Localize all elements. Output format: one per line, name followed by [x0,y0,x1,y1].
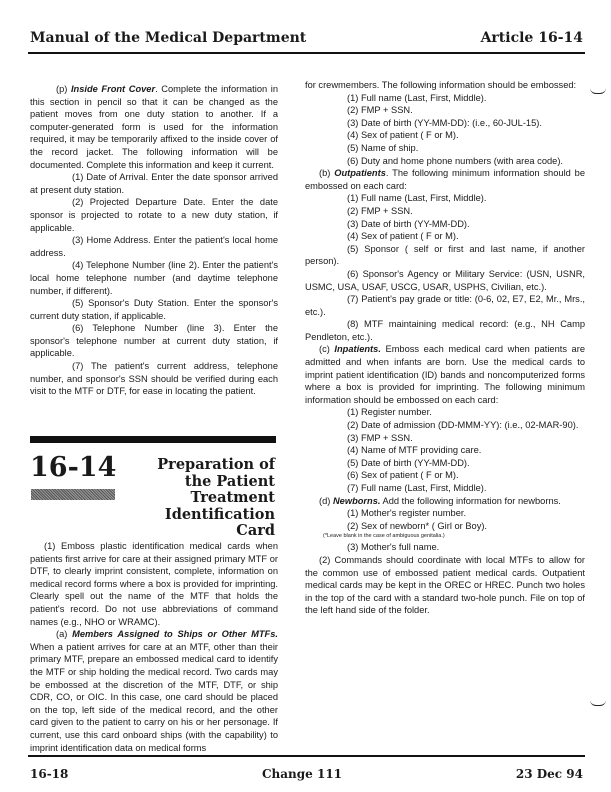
paragraph-text: Add the following information for newborns. [380,495,561,506]
paragraph-text: (3) FMP + SSN. [347,432,413,443]
paragraph-text: (5) Sponsor's Duty Station. Enter the sponsor's current duty station, if applicable. [30,298,278,321]
paragraph [305,117,585,130]
paragraph [30,297,278,322]
section-title [130,457,275,540]
paragraph-text: (*Leave blank in the case of ambiguous genitalia.) [323,533,445,540]
paragraph-text: for crewmembers. The following information should be embossed: [305,80,577,90]
paragraph [30,196,278,234]
paragraph-text: (7) Patient's pay grade or title: (0-6, 02, E7, E2, Mr., Mrs., etc.). [305,294,585,317]
article-number: Article 16-14 [480,30,583,46]
paragraph [305,507,585,520]
paragraph [305,495,585,508]
paragraph-text: (3) Date of birth (YY-MM-DD): (i.e., 60-JUL-15). [347,117,542,128]
section-number: 16-14 [30,452,117,483]
paragraph-text: (3) Date of birth (YY-MM-DD). [347,218,470,229]
paragraph [305,406,585,419]
paragraph-text: (3) Home Address. Enter the patient's local home address. [30,235,278,258]
paragraph-text: (2) Date of admission (DD-MMM-YY): (i.e., 02-MAR-90). [347,420,579,431]
paragraph [305,268,585,293]
section-title-line: Card [236,522,275,539]
paragraph-text: (5) Date of birth (YY-MM-DD). [347,457,470,468]
paragraph-text: (4) Telephone Number (line 2). Enter the patient's local home telephone number (and daytime telephone number, if different). [30,260,278,296]
paragraph [305,554,585,617]
paragraph-lead: Outpatients [334,168,386,179]
paragraph [305,205,585,218]
paragraph-text: (8) MTF maintaining medical record: (e.g., NH Camp Pendleton, etc.). [305,319,585,342]
paragraph [305,419,585,432]
paragraph [30,171,278,196]
paragraph [30,322,278,360]
section-title-line: Treatment [190,489,275,506]
paragraph-text: When a patient arrives for care at an MTF, other than their primary MTF, prepare an embossed medical card to identify the MTF or ship holding the medical record. Two cards may be embossed at the discretion of the MTF, DTF, or ship CDR, CO, or OIC. In this case, one card should be placed on the top, left side of the medical record, and the other card given to the patient to carry on his or her personage. If current, use this card onboard ships (with the capability) to imprint identification data on medical forms [30,641,278,753]
paragraph [305,457,585,470]
paragraph [305,167,585,192]
paragraph-text: (6) Telephone Number (line 3). Enter the sponsor's telephone number at current duty station, if applicable. [30,323,278,359]
paragraph-label: (b) [319,168,335,179]
revision-date: 23 Dec 94 [515,767,583,781]
paragraph [305,318,585,343]
paragraph-text: (1) Emboss plastic identification medical cards when patients first arrive for care at their assigned primary MTF or DTF, to clearly imprint consistent, complete, information on medical record forms where a box is provided for imprinting. Clearly spell out the name of the MTF that holds the patient's record. Do not use abbreviations of command names (e.g., NHO or WRAMC). [30,541,278,627]
paragraph [305,155,585,168]
paragraph-text: (6) Duty and home phone numbers (with area code). [347,155,564,166]
left-column-bottom [30,540,278,754]
paragraph [305,343,585,406]
paragraph-text: (1) Full name (Last, First, Middle). [347,193,487,204]
scan-mark [590,88,606,94]
paragraph [30,628,278,754]
scan-mark [590,700,606,706]
page-number: 16-18 [30,767,69,781]
paragraph [305,520,585,533]
paragraph [305,192,585,205]
paragraph-text: (4) Sex of patient ( F or M). [347,231,459,242]
paragraph-text: (1) Date of Arrival. Enter the date sponsor arrived at present duty station. [30,172,278,195]
paragraph [305,243,585,268]
paragraph-text: (2) Sex of newborn* ( Girl or Boy). [347,520,488,531]
paragraph [305,79,585,92]
paragraph-text: (1) Mother's register number. [347,508,467,519]
change-number: Change 111 [262,767,343,781]
paragraph [30,83,278,171]
paragraph-text: . Complete the information in this section in pencil so that it can be changed as the patient moves from one duty station to another. If a computer-generated form is used for the information required, it may be temporarily affixed to the inside cover of the record jacket. The following information will be documented. Complete this information and keep it current. [30,84,278,170]
section-title-line: the Patient [184,472,275,490]
paragraph [305,129,585,142]
section-shade-box [31,489,115,500]
paragraph-text: (1) Register number. [347,407,432,418]
left-column-top [30,83,278,398]
section-title-line: Preparation of [157,456,275,473]
paragraph [30,540,278,628]
paragraph-text: (6) Sex of patient ( F or M). [347,470,459,481]
header-rule [28,52,585,54]
footer-rule [28,755,585,757]
paragraph [305,104,585,117]
paragraph-label: (c) [319,344,335,355]
right-column [305,79,585,617]
paragraph-lead: Members Assigned to Ships or Other MTFs. [72,629,278,640]
paragraph [305,142,585,155]
paragraph [305,230,585,243]
paragraph-text: (7) Full name (Last, First, Middle). [347,483,487,493]
paragraph-text: (1) Full name (Last, First, Middle). [347,92,487,103]
paragraph-text: (5) Name of ship. [347,142,419,153]
paragraph-text: (5) Sponsor ( self or first and last name, if another person). [305,243,585,267]
paragraph [305,541,585,554]
paragraph-lead: Newborns. [332,495,381,506]
paragraph-text: (3) Mother's full name. [347,542,440,553]
paragraph [30,259,278,297]
paragraph-label: (d) [319,495,333,506]
paragraph [305,293,585,318]
paragraph-text: (2) Projected Departure Date. Enter the date sponsor is projected to rotate to a new duty station, if applicable. [30,197,278,233]
section-title-line: Identification [164,505,275,523]
paragraph-text: (2) Commands should coordinate with local MTFs to allow for the common use of embossed patient medical cards. Outpatient medical cards may be kept in the OREC or HREC. Punch two holes in the top of the card with a standard two-hole punch. File on top of the left hand side of the folder. [305,554,585,616]
paragraph-label: (a) [56,629,73,640]
paragraph-text: (4) Sex of patient ( F or M). [347,130,459,141]
paragraph [305,482,585,495]
manual-title: Manual of the Medical Department [30,30,307,46]
paragraph-text: (2) FMP + SSN. [347,105,413,116]
paragraph-lead: Inpatients. [334,344,381,355]
paragraph-text: . The following minimum information should be embossed on each card: [305,168,585,191]
section-bar [30,436,276,443]
paragraph-text: (2) FMP + SSN. [347,205,413,216]
paragraph [305,432,585,445]
paragraph [30,360,278,398]
paragraph [305,92,585,105]
paragraph [305,444,585,457]
paragraph [305,218,585,231]
paragraph-text: (6) Sponsor's Agency or Military Service: (USN, USNR, USMC, USA, USAF, USCG, USAR, USPHS, Civilian, etc.). [305,268,585,292]
paragraph [30,234,278,259]
paragraph-text: (4) Name of MTF providing care. [347,445,482,456]
paragraph [305,469,585,482]
paragraph-text: Emboss each medical card when patients are admitted and when infants are born. Use the medical cards to imprint patient identification (ID) bands and noncomputerized forms where a box is provided for imprinting. The following minimum information should be embossed on each card: [305,344,585,405]
paragraph-lead: Inside Front Cover [70,84,156,94]
paragraph [305,532,585,541]
paragraph-text: (7) The patient's current address, telephone number, and sponsor's SSN should be verified during each visit to the MTF or DTF, for ease in locating the patient. [30,361,278,397]
paragraph-label: (p) [56,84,71,94]
